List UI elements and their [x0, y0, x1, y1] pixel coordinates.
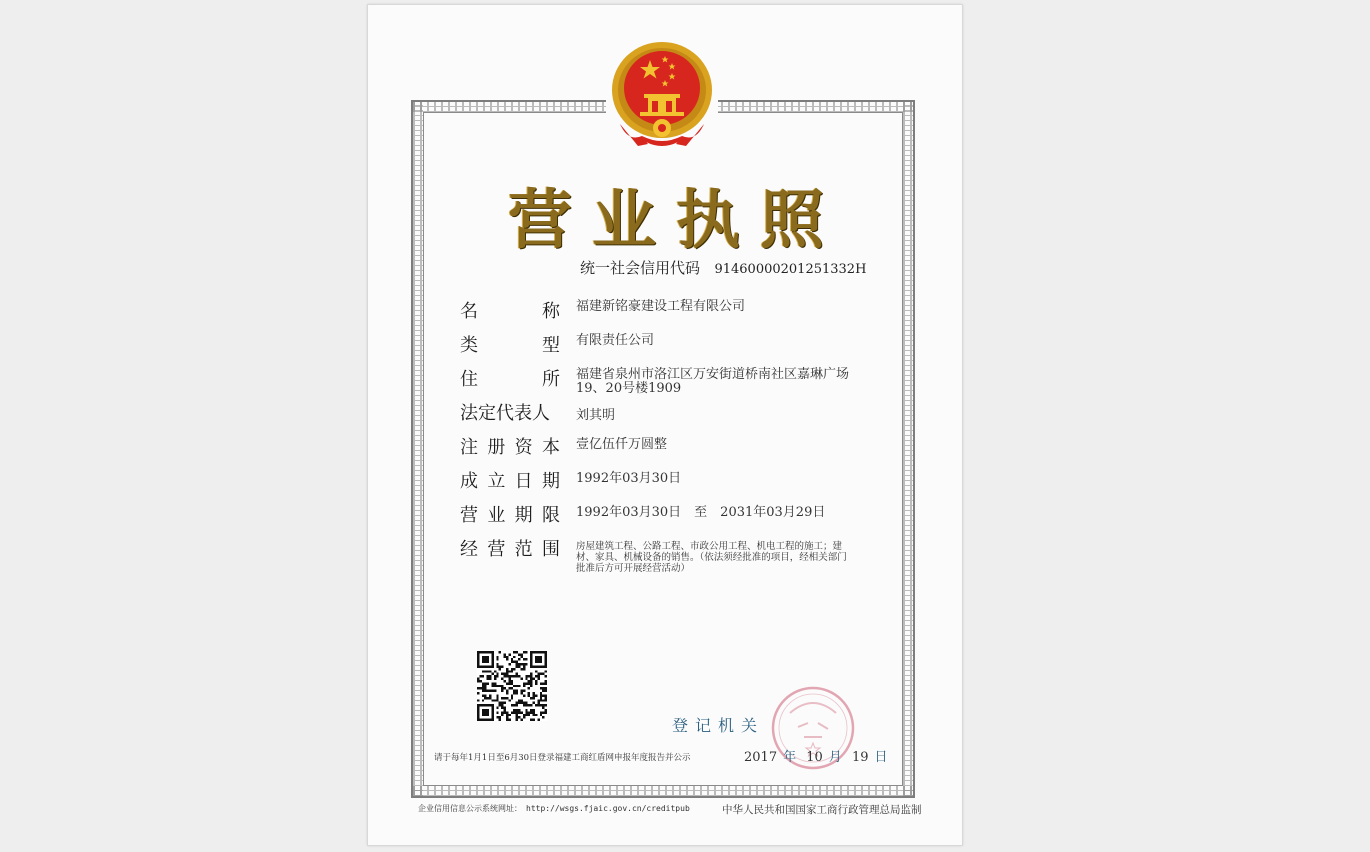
- field-label: 法 定 代 表 人: [460, 403, 550, 424]
- day-unit: 日: [874, 750, 888, 765]
- footer-website: [418, 803, 690, 814]
- fret-border-left: [413, 102, 423, 796]
- field-value: 房屋建筑工程、公路工程、市政公用工程、机电工程的施工；建材、家具、机械设备的销售。（依法须经批准的项目，经相关部门批准后方可开展经营活动）: [576, 541, 847, 574]
- field-label: 经 营 范 围: [460, 539, 560, 560]
- field-label: 营 业 期 限: [460, 505, 560, 526]
- registry-authority-label: 登记机关: [672, 716, 765, 735]
- fret-border-right: [903, 102, 913, 796]
- qr-code-icon: [477, 651, 547, 721]
- national-emblem-icon: [608, 38, 716, 150]
- document-title: 营业执照: [508, 183, 844, 258]
- credit-code-value: 91460000201251332H: [714, 262, 867, 277]
- annual-report-notice: 请于每年1月1日至6月30日登录福建工商红盾网申报年度报告并公示: [434, 753, 691, 763]
- field-value: 壹亿伍仟万圆整: [576, 437, 668, 452]
- field-label: 成 立 日 期: [460, 471, 560, 492]
- fret-border-bottom: [413, 786, 913, 796]
- field-value: 1992年03月30日 至 2031年03月29日: [576, 505, 826, 520]
- month-unit: 月: [828, 750, 842, 765]
- issue-year: 2017: [744, 750, 778, 765]
- license-document: [368, 5, 962, 845]
- field-label: 注 册 资 本: [460, 437, 560, 458]
- field-value: 1992年03月30日: [576, 471, 682, 486]
- field-value: 福建省泉州市洛江区万安街道桥南社区嘉琳广场19、20号楼1909: [576, 367, 850, 396]
- credit-code-label: 统一社会信用代码: [580, 259, 701, 277]
- issue-date: [744, 746, 894, 765]
- issue-day: 19: [851, 750, 869, 765]
- year-unit: 年: [783, 750, 797, 765]
- credit-code-row: [580, 257, 866, 278]
- field-value: 刘其明: [576, 408, 616, 423]
- field-value: 有限责任公司: [576, 333, 655, 348]
- field-value: 福建新铭豪建设工程有限公司: [576, 299, 746, 314]
- footer-supervisor: 中华人民共和国国家工商行政管理总局监制: [722, 804, 922, 816]
- footer-website-url: http://wsgs.fjaic.gov.cn/creditpub: [526, 804, 690, 813]
- field-label: 住 所: [460, 369, 560, 390]
- issue-month: 10: [806, 750, 823, 765]
- field-label: 名 称: [460, 301, 560, 322]
- field-label: 类 型: [460, 335, 560, 356]
- footer-website-label: 企业信用信息公示系统网址：: [418, 804, 522, 813]
